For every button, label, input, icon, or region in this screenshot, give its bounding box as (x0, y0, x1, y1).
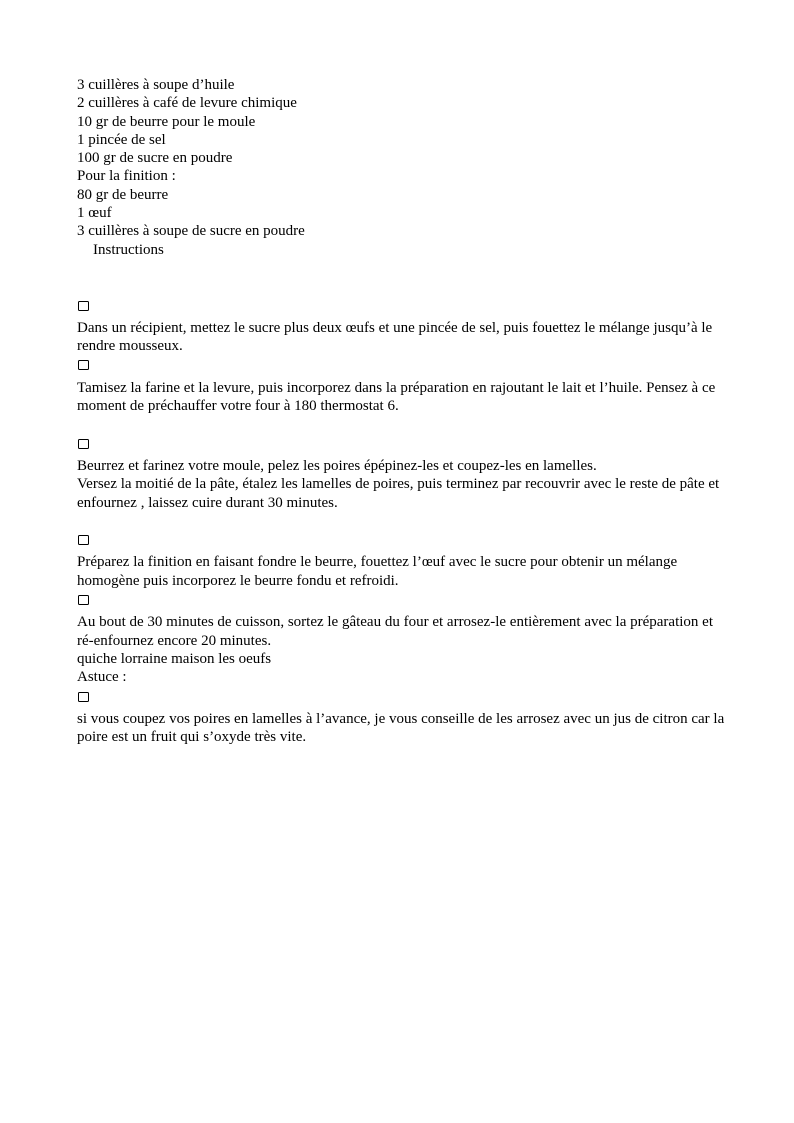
ingredient-line: 2 cuillères à café de levure chimique (77, 95, 297, 112)
spacer (77, 512, 727, 530)
step-text: Préparez la finition en faisant fondre le beurre, fouettez l’œuf avec le sucre pour obtenir un mélange homogène puis incorporez le beurre fondu et refroidi. (77, 554, 678, 589)
spacer (77, 415, 727, 433)
instructions-heading: Instructions (93, 241, 164, 258)
step-text: Tamisez la farine et la levure, puis incorporez dans la préparation en rajoutant le lait et l’huile. Pensez à ce moment de préchauffer votre four à 180 thermostat 6. (77, 379, 716, 415)
step-checkbox[interactable] (78, 595, 89, 605)
ingredient-line: 1 œuf (77, 205, 112, 222)
tip-text: si vous coupez vos poires en lamelles à l’avance, je vous conseille de les arrosez avec un jus de citron car la poire est un fruit qui s’oxyde très vite. (77, 710, 725, 746)
step-text: Beurrez et farinez votre moule, pelez les poires épépinez-les et coupez-les en lamelles. (77, 457, 597, 474)
tip-heading: Astuce : (77, 669, 127, 686)
step-checkbox[interactable] (78, 439, 89, 449)
ingredient-line: 3 cuillères à soupe d’huile (77, 77, 235, 93)
ingredient-line: 10 gr de beurre pour le moule (77, 113, 256, 130)
step-text: Versez la moitié de la pâte, étalez les lamelles de poires, puis terminez par recouvrir avec le reste de pâte et enfournez , laissez cuire durant 30 minutes. (77, 476, 720, 511)
step-text: Dans un récipient, mettez le sucre plus deux œufs et une pincée de sel, puis fouettez le mélange jusqu’à le rendre mousseux. (77, 319, 713, 355)
ingredient-line: 80 gr de beurre (77, 186, 169, 203)
ingredient-line: 100 gr de sucre en poudre (77, 150, 233, 167)
ingredient-line: 1 pincée de sel (77, 131, 166, 148)
step-checkbox[interactable] (78, 301, 89, 311)
finishing-heading: Pour la finition : (77, 168, 176, 185)
related-recipe-text: quiche lorraine maison les oeufs (77, 650, 272, 667)
spacer (77, 259, 727, 296)
tip-checkbox[interactable] (78, 692, 89, 702)
step-checkbox[interactable] (78, 535, 89, 545)
recipe-document (77, 76, 727, 746)
step-text: Au bout de 30 minutes de cuisson, sortez le gâteau du four et arrosez-le entièrement avec la préparation et ré-enfournez encore 20 minutes. (77, 614, 713, 649)
ingredient-line: 3 cuillères à soupe de sucre en poudre (77, 223, 305, 240)
step-checkbox[interactable] (78, 360, 89, 370)
